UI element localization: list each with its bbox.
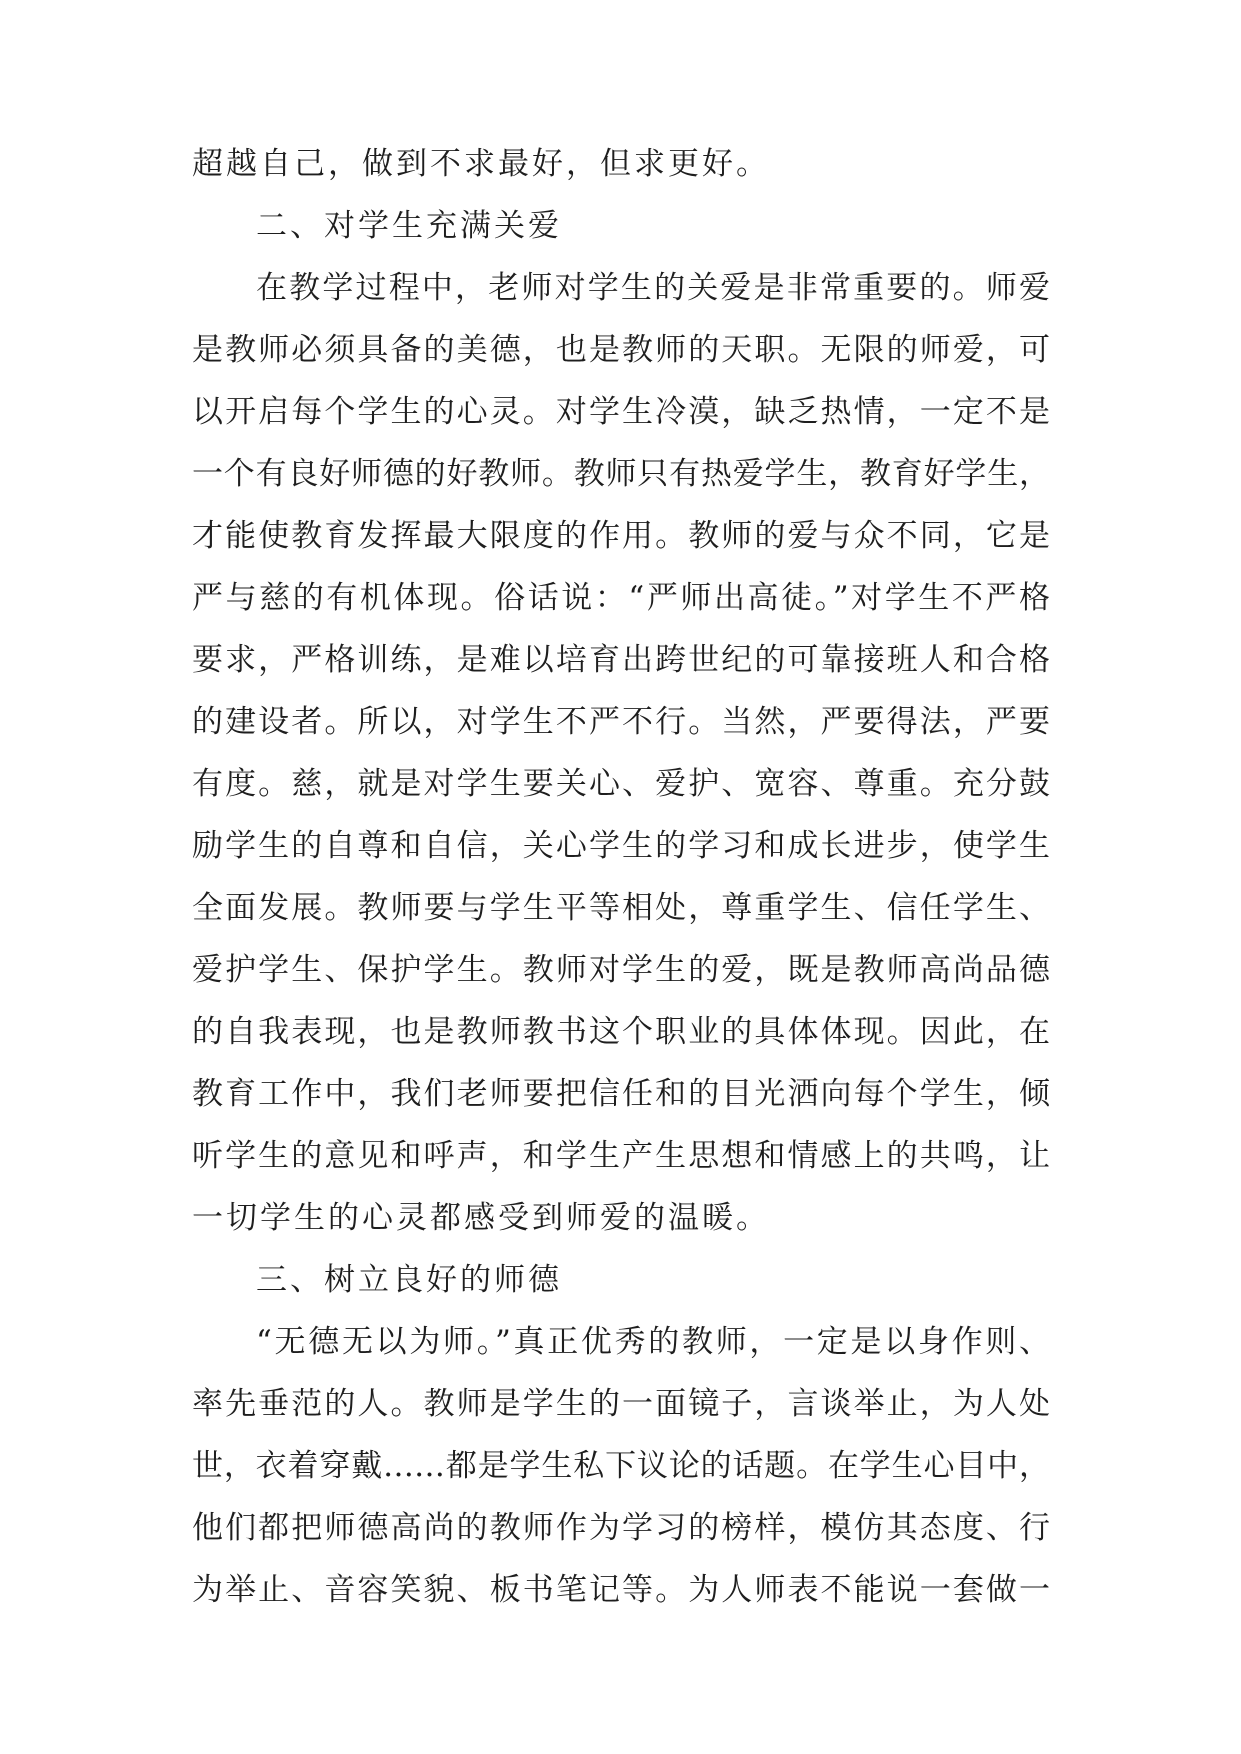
body-text-line: 有度。慈，就是对学生要关心、爱护、宽容、尊重。充分鼓 [192, 766, 1050, 802]
body-text-line: 以开启每个学生的心灵。对学生冷漠，缺乏热情，一定不是 [192, 394, 1050, 430]
body-text-line: 在教学过程中，老师对学生的关爱是非常重要的。师爱 [256, 270, 1050, 306]
section-heading-3: 三、树立良好的师德 [256, 1262, 562, 1298]
body-text-line: 严与慈的有机体现。俗话说：“严师出高徒。”对学生不严格 [192, 580, 1050, 616]
body-text-line: 世，衣着穿戴……都是学生私下议论的话题。在学生心目中， [192, 1448, 1050, 1484]
body-text-line: 励学生的自尊和自信，关心学生的学习和成长进步，使学生 [192, 828, 1050, 864]
body-text-line: 率先垂范的人。教师是学生的一面镜子，言谈举止，为人处 [192, 1386, 1050, 1422]
body-text-line: 是教师必须具备的美德，也是教师的天职。无限的师爱，可 [192, 332, 1050, 368]
body-text-line: 的建设者。所以，对学生不严不行。当然，严要得法，严要 [192, 704, 1050, 740]
body-text-line: 听学生的意见和呼声，和学生产生思想和情感上的共鸣，让 [192, 1138, 1050, 1174]
body-text-line: 他们都把师德高尚的教师作为学习的榜样，模仿其态度、行 [192, 1510, 1050, 1546]
body-text-line: 爱护学生、保护学生。教师对学生的爱，既是教师高尚品德 [192, 952, 1050, 988]
body-text-line: 为举止、音容笑貌、板书笔记等。为人师表不能说一套做一 [192, 1572, 1050, 1608]
body-text-line: “无德无以为师。”真正优秀的教师，一定是以身作则、 [256, 1324, 1050, 1360]
body-text-line: 一个有良好师德的好教师。教师只有热爱学生，教育好学生， [192, 456, 1050, 492]
body-text-line: 的自我表现，也是教师教书这个职业的具体体现。因此，在 [192, 1014, 1050, 1050]
body-text-line: 超越自己，做到不求最好，但求更好。 [192, 146, 770, 182]
body-text-line: 才能使教育发挥最大限度的作用。教师的爱与众不同，它是 [192, 518, 1050, 554]
body-text-line: 教育工作中，我们老师要把信任和的目光洒向每个学生，倾 [192, 1076, 1050, 1112]
body-text-line: 全面发展。教师要与学生平等相处，尊重学生、信任学生、 [192, 890, 1050, 926]
section-heading-2: 二、对学生充满关爱 [256, 208, 562, 244]
body-text-line: 要求，严格训练，是难以培育出跨世纪的可靠接班人和合格 [192, 642, 1050, 678]
body-text-line: 一切学生的心灵都感受到师爱的温暖。 [192, 1200, 770, 1236]
